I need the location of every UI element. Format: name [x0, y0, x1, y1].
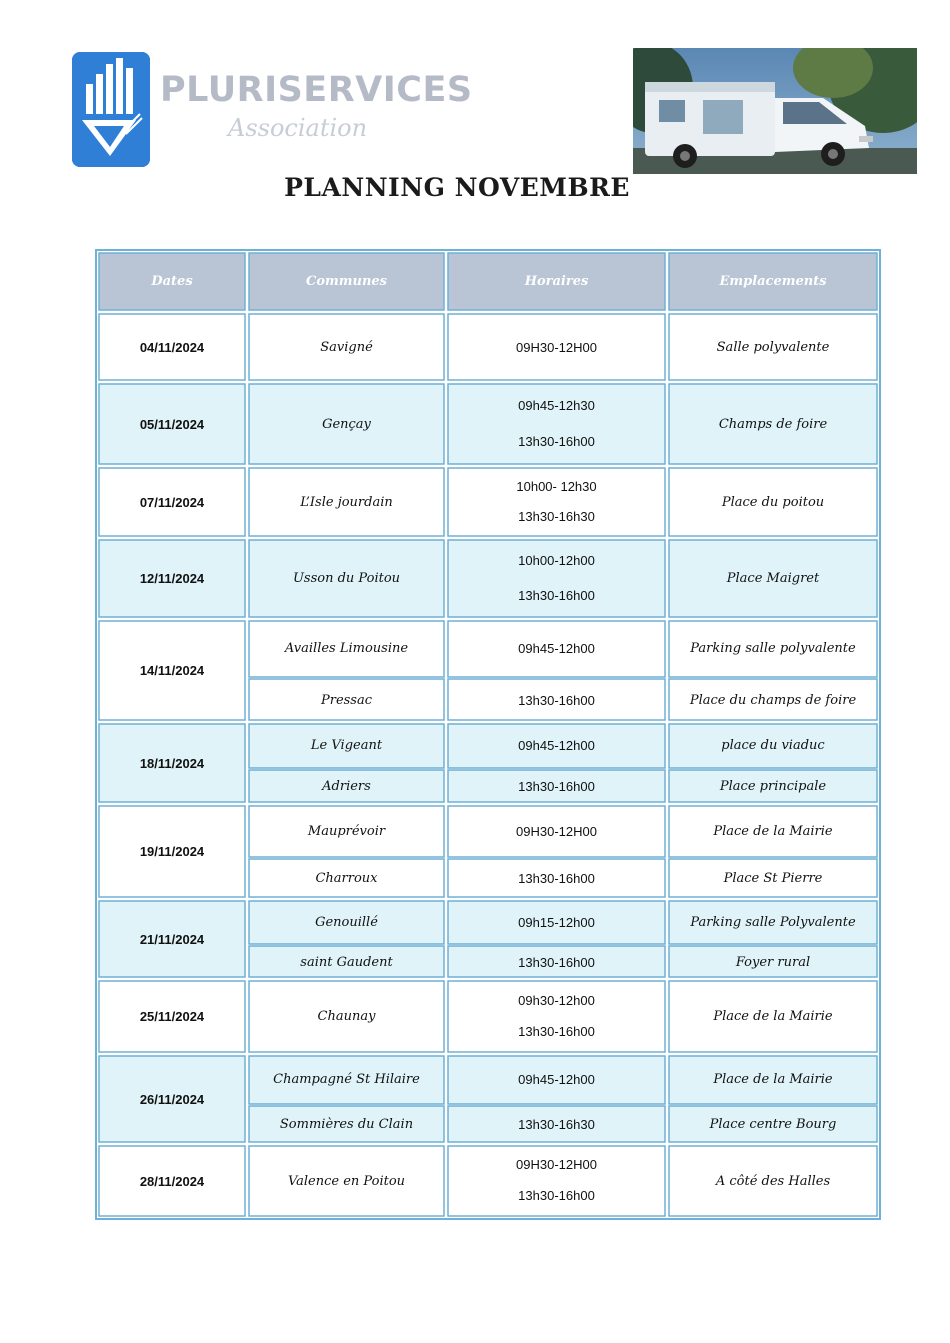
row-horaire: 13h30-16h30 [518, 1117, 595, 1132]
row-horaire: 13h30-16h00 [518, 433, 595, 449]
row-commune: Pressac [320, 692, 373, 708]
row-commune: Adriers [322, 779, 371, 794]
row-date: 19/11/2024 [139, 844, 205, 859]
row-horaire: 13h30-16h00 [518, 954, 595, 970]
page-title: PLANNING NOVEMBRE [284, 173, 630, 202]
row-commune: L’Isle jourdain [300, 494, 393, 510]
row-emplacement: Parking salle Polyvalente [690, 914, 856, 930]
row-date: 04/11/2024 [139, 339, 205, 355]
row-commune: Sommières du Clain [279, 1117, 414, 1132]
row-emplacement: place du viaduc [721, 738, 825, 753]
header-communes: Communes [305, 274, 388, 289]
row-commune: saint Gaudent [300, 954, 393, 970]
header-dates: Dates [151, 274, 193, 289]
row-horaire: 09h15-12h00 [518, 914, 595, 930]
row-emplacement: Place du champs de foire [689, 692, 857, 708]
row-horaire: 13h30-16h00 [518, 587, 595, 603]
row-emplacement: Place du poitou [721, 494, 825, 510]
row-horaire: 09H30-12H00 [516, 1157, 597, 1172]
row-date: 28/11/2024 [139, 1173, 205, 1189]
logo-badge-icon [72, 52, 150, 167]
row-date: 26/11/2024 [139, 1091, 205, 1107]
row-emplacement: Place de la Mairie [713, 1009, 833, 1024]
row-emplacement: Foyer rural [735, 954, 811, 970]
row-horaire: 09H30-12H00 [516, 339, 597, 355]
row-date: 18/11/2024 [139, 755, 205, 771]
row-commune: Champagné St Hilaire [273, 1072, 420, 1087]
row-horaire: 13h30-16h00 [518, 779, 595, 794]
row-date: 12/11/2024 [139, 571, 205, 586]
row-emplacement: A côté des Halles [715, 1173, 831, 1189]
row-horaire: 13h30-16h00 [518, 1188, 595, 1203]
row-emplacement: Place principale [719, 779, 827, 794]
row-horaire: 10h00- 12h30 [516, 478, 597, 494]
row-emplacement: Salle polyvalente [716, 339, 830, 355]
row-horaire: 13h30-16h00 [518, 692, 595, 708]
row-horaire: 09h45-12h00 [518, 641, 595, 656]
row-emplacement: Parking salle polyvalente [690, 641, 856, 656]
row-commune: Availles Limousine [284, 641, 409, 656]
row-horaire: 09h45-12h30 [518, 397, 595, 413]
row-emplacement: Champs de foire [718, 416, 828, 432]
row-commune: Chaunay [317, 1009, 376, 1024]
row-commune: Valence en Poitou [287, 1173, 406, 1189]
row-emplacement: Place de la Mairie [713, 1072, 833, 1087]
row-emplacement: Place de la Mairie [713, 823, 833, 839]
row-commune: Savigné [320, 339, 373, 355]
row-date: 14/11/2024 [139, 663, 205, 678]
row-commune: Le Vigeant [310, 738, 383, 753]
row-date: 05/11/2024 [139, 416, 205, 432]
logo-name: PLURISERVICES [160, 70, 473, 110]
logo-subtitle: Association [228, 114, 368, 142]
row-commune: Gençay [322, 416, 371, 432]
row-horaire: 13h30-16h00 [518, 1024, 595, 1039]
row-emplacement: Place Maigret [726, 571, 820, 586]
row-emplacement: Place St Pierre [723, 871, 823, 886]
row-commune: Genouillé [315, 914, 378, 930]
row-horaire: 09h45-12h00 [518, 738, 595, 753]
row-horaire: 13h30-16h30 [518, 508, 595, 524]
row-commune: Mauprévoir [307, 823, 386, 839]
row-horaire: 09h45-12h00 [518, 1072, 595, 1087]
row-horaire: 10h00-12h00 [518, 553, 595, 568]
row-commune: Charroux [315, 871, 378, 886]
row-date: 07/11/2024 [139, 494, 205, 510]
row-horaire: 09H30-12H00 [516, 823, 597, 839]
row-emplacement: Place centre Bourg [709, 1117, 837, 1132]
header-emplacements: Emplacements [719, 274, 827, 289]
row-date: 25/11/2024 [139, 1009, 205, 1024]
row-horaire: 09h30-12h00 [518, 992, 595, 1008]
mobile-van-photo [633, 48, 917, 174]
row-commune: Usson du Poitou [292, 571, 401, 586]
row-horaire: 13h30-16h00 [518, 871, 595, 886]
pluriservices-logo [72, 52, 473, 172]
row-date: 21/11/2024 [139, 931, 205, 947]
planning-table [95, 249, 881, 1220]
header-horaires: Horaires [524, 274, 589, 289]
